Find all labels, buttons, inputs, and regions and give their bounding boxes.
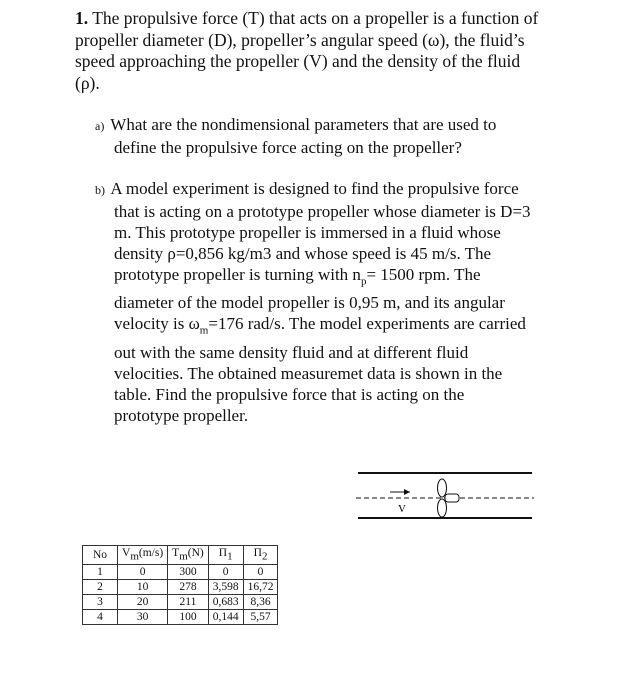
cell-no: 4 — [83, 610, 118, 625]
part-b-line: velocity is $\omega_m=176$ rad/s. The model experiments are carried — [114, 314, 526, 337]
cell-tm: 300 — [168, 565, 209, 580]
part-b-line: table. Find the propulsive force that is acting on the — [114, 384, 465, 404]
cell-no: 2 — [83, 580, 118, 595]
part-b — [95, 178, 565, 426]
cell-vm: 20 — [118, 595, 168, 610]
question-text — [75, 8, 575, 94]
part-b-line: diameter of the model propeller is 0,95 m, and its angular — [114, 293, 505, 313]
cell-tm: 211 — [168, 595, 209, 610]
col-header-pi1: $\Pi_1$ — [208, 546, 243, 565]
table-row — [83, 580, 278, 595]
velocity-arrowhead — [404, 489, 410, 495]
part-a-line: What are the nondimensional parameters that are used to — [110, 115, 497, 134]
question-line: propeller diameter (D), propeller’s angular speed (ω), the fluid’s — [75, 29, 525, 50]
part-a — [95, 114, 565, 158]
col-header-tm: $T_m(N)$ — [168, 546, 209, 565]
table-row — [83, 595, 278, 610]
cell-no: 1 — [83, 565, 118, 580]
part-b-line: velocities. The obtained measuremet data is shown in the — [114, 363, 503, 383]
cell-pi2: 0 — [243, 565, 278, 580]
cell-no: 3 — [83, 595, 118, 610]
part-b-line: A model experiment is designed to find the propulsive force — [110, 179, 519, 198]
part-b-line: prototype propeller. — [114, 405, 249, 425]
part-b-line: density ρ=0,856 kg/m3 and whose speed is 45 m/s. The — [114, 244, 492, 263]
part-a-label: a) — [95, 119, 105, 133]
table-row — [83, 610, 278, 625]
question-number: 1. — [75, 8, 89, 28]
table-header-row — [83, 546, 278, 565]
cell-tm: 100 — [168, 610, 209, 625]
cell-pi1: 0,683 — [208, 595, 243, 610]
cell-pi2: 5,57 — [243, 610, 278, 625]
col-header-no: No — [83, 546, 118, 565]
col-header-pi2: $\Pi_2$ — [243, 546, 278, 565]
part-b-line: m. This prototype propeller is immersed in a fluid whose — [114, 223, 501, 242]
table-row — [83, 565, 278, 580]
cell-pi2: 8,36 — [243, 595, 278, 610]
velocity-label: V — [398, 503, 406, 515]
part-b-line: prototype propeller is turning with $n_p= 1500$ rpm. The — [114, 265, 481, 288]
part-b-line: that is acting on a prototype propeller whose diameter is D=3 — [114, 202, 531, 221]
cell-tm: 278 — [168, 580, 209, 595]
cell-pi1: 0,144 — [208, 610, 243, 625]
propeller-diagram — [354, 470, 536, 522]
cell-pi1: 0 — [208, 565, 243, 580]
cell-vm: 0 — [118, 565, 168, 580]
cell-vm: 10 — [118, 580, 168, 595]
measurement-table — [82, 545, 278, 625]
question-line: speed approaching the propeller (V) and the density of the fluid — [75, 51, 521, 71]
col-header-vm: $V_m(m/s)$ — [118, 546, 168, 565]
part-a-line: define the propulsive force acting on the propeller? — [114, 138, 462, 157]
question-line: (ρ). — [75, 72, 100, 93]
part-b-line: out with the same density fluid and at different fluid — [114, 342, 469, 362]
cell-vm: 30 — [118, 610, 168, 625]
cell-pi1: 3,598 — [208, 580, 243, 595]
cell-pi2: 16,72 — [243, 580, 278, 595]
question-line: The propulsive force (T) that acts on a propeller is a function of — [92, 8, 539, 28]
part-b-label: b) — [95, 183, 105, 197]
